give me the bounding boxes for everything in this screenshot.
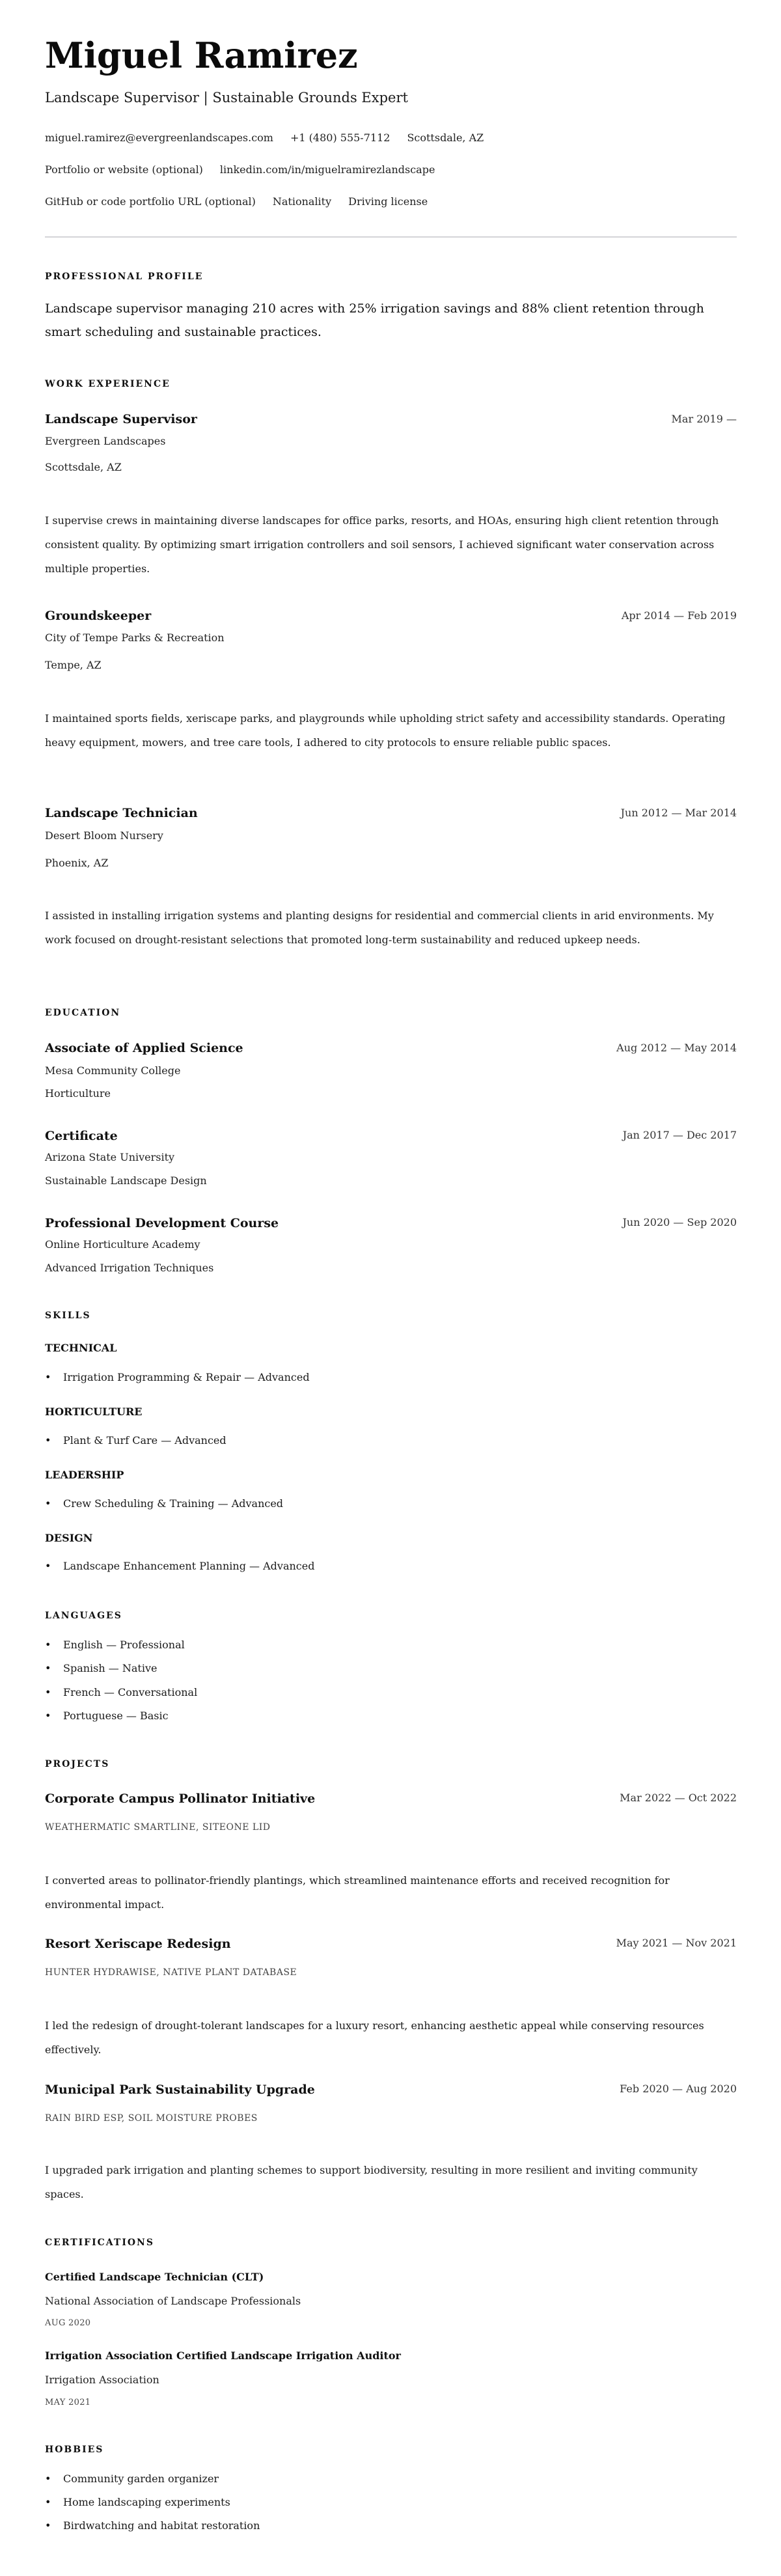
bullet-icon: •	[45, 1560, 51, 1572]
section-title-projects: PROJECTS	[45, 1759, 110, 1769]
job-title: Landscape Supervisor	[45, 412, 197, 426]
contact-location: Scottsdale, AZ	[407, 132, 484, 144]
job-company: City of Tempe Parks & Recreation	[45, 631, 225, 644]
contact-portfolio[interactable]: Portfolio or website (optional)	[45, 163, 203, 176]
contact-linkedin[interactable]: linkedin.com/in/miguelramirezlandscape	[219, 163, 435, 176]
certification-date: AUG 2020	[45, 2318, 91, 2328]
education-dates: Jan 2017 — Dec 2017	[622, 1129, 737, 1141]
bullet-icon: •	[45, 2472, 51, 2485]
job-title: Landscape Technician	[45, 806, 198, 820]
candidate-headline: Landscape Supervisor | Sustainable Grounds Expert	[45, 90, 408, 105]
skill-item: • Irrigation Programming & Repair — Advanced	[45, 1371, 310, 1383]
contact-row-links	[45, 163, 452, 177]
profile-summary: Landscape supervisor managing 210 acres with 25% irrigation savings and 88% client retention through smart scheduling and sustainable practices.	[45, 301, 704, 339]
skill-item: • Plant & Turf Care — Advanced	[45, 1434, 226, 1447]
hobby-item: • Birdwatching and habitat restoration	[45, 2519, 260, 2532]
field-of-study: Sustainable Landscape Design	[45, 1174, 207, 1187]
section-title-experience: WORK EXPERIENCE	[45, 379, 171, 389]
project-tech: WEATHERMATIC SMARTLINE, SITEONE LID	[45, 1822, 271, 1833]
certification-name: Irrigation Association Certified Landscape Irrigation Auditor	[45, 2349, 401, 2362]
degree-title: Certificate	[45, 1129, 118, 1143]
contact-row-primary	[45, 132, 500, 145]
project-name: Resort Xeriscape Redesign	[45, 1937, 231, 1951]
job-company: Evergreen Landscapes	[45, 435, 166, 447]
project-dates: Mar 2022 — Oct 2022	[620, 1792, 737, 1804]
contact-nationality: Nationality	[272, 195, 332, 208]
bullet-icon: •	[45, 1710, 51, 1722]
project-description: I converted areas to pollinator-friendly plantings, which streamlined maintenance efforts and received recognition for environmental impact.	[45, 1874, 670, 1911]
candidate-name: Miguel Ramirez	[45, 35, 358, 76]
contact-email[interactable]: miguel.ramirez@evergreenlandscapes.com	[45, 132, 273, 144]
degree-title: Associate of Applied Science	[45, 1041, 243, 1055]
skill-category: LEADERSHIP	[45, 1469, 124, 1481]
section-title-profile: PROFESSIONAL PROFILE	[45, 271, 204, 282]
school-name: Mesa Community College	[45, 1064, 181, 1077]
job-location: Phoenix, AZ	[45, 857, 109, 869]
certification-name: Certified Landscape Technician (CLT)	[45, 2271, 264, 2283]
section-title-hobbies: HOBBIES	[45, 2444, 104, 2455]
job-description: I assisted in installing irrigation systems and planting designs for residential and commercial clients in arid environments. My work focused on drought-resistant selections that promoted long-term sustainability and reduced upkeep needs.	[45, 909, 714, 946]
contact-driving-license: Driving license	[348, 195, 428, 208]
section-title-skills: SKILLS	[45, 1310, 91, 1321]
degree-title: Professional Development Course	[45, 1216, 279, 1230]
project-tech: RAIN BIRD ESP, SOIL MOISTURE PROBES	[45, 2113, 258, 2124]
education-dates: Aug 2012 — May 2014	[616, 1042, 737, 1054]
bullet-icon: •	[45, 1639, 51, 1651]
job-description: I supervise crews in maintaining diverse landscapes for office parks, resorts, and HOAs, ensuring high client retention through consistent quality. By optimizing smart irrigation controllers and soil sensors, I achieved significant water conservation across multiple properties.	[45, 514, 719, 575]
project-description: I led the redesign of drought-tolerant landscapes for a luxury resort, enhancing aesthetic appeal while conserving resources effectively.	[45, 2019, 704, 2056]
certification-issuer: Irrigation Association	[45, 2374, 159, 2386]
section-title-education: EDUCATION	[45, 1008, 121, 1018]
certification-date: MAY 2021	[45, 2398, 91, 2407]
hobby-item: • Home landscaping experiments	[45, 2496, 230, 2508]
field-of-study: Horticulture	[45, 1087, 111, 1100]
bullet-icon: •	[45, 1497, 51, 1510]
bullet-icon: •	[45, 2496, 51, 2508]
project-dates: May 2021 — Nov 2021	[616, 1937, 737, 1949]
school-name: Arizona State University	[45, 1151, 175, 1163]
project-description: I upgraded park irrigation and planting schemes to support biodiversity, resulting in more resilient and inviting community spaces.	[45, 2164, 698, 2200]
job-title: Groundskeeper	[45, 609, 152, 623]
header-divider	[45, 236, 737, 238]
bullet-icon: •	[45, 1662, 51, 1674]
skill-category: DESIGN	[45, 1532, 93, 1544]
field-of-study: Advanced Irrigation Techniques	[45, 1262, 214, 1274]
education-dates: Jun 2020 — Sep 2020	[622, 1216, 737, 1228]
project-name: Corporate Campus Pollinator Initiative	[45, 1792, 316, 1806]
project-tech: HUNTER HYDRAWISE, NATIVE PLANT DATABASE	[45, 1967, 297, 1978]
job-location: Scottsdale, AZ	[45, 461, 122, 473]
project-dates: Feb 2020 — Aug 2020	[620, 2083, 737, 2095]
section-title-languages: LANGUAGES	[45, 1611, 122, 1621]
contact-github[interactable]: GitHub or code portfolio URL (optional)	[45, 195, 256, 208]
job-location: Tempe, AZ	[45, 659, 102, 671]
job-dates: Jun 2012 — Mar 2014	[620, 807, 737, 819]
contact-row-extra	[45, 195, 445, 209]
bullet-icon: •	[45, 1686, 51, 1698]
contact-phone[interactable]: +1 (480) 555-7112	[290, 132, 390, 144]
job-company: Desert Bloom Nursery	[45, 829, 163, 842]
bullet-icon: •	[45, 1371, 51, 1383]
job-dates: Apr 2014 — Feb 2019	[621, 609, 737, 622]
job-description: I maintained sports fields, xeriscape parks, and playgrounds while upholding strict safety and accessibility standards. Operating heavy equipment, mowers, and tree care tools, I adhered to city protocols to ensure reliable public spaces.	[45, 712, 726, 749]
skill-item: • Crew Scheduling & Training — Advanced	[45, 1497, 284, 1510]
hobby-item: • Community garden organizer	[45, 2472, 219, 2485]
project-name: Municipal Park Sustainability Upgrade	[45, 2083, 315, 2097]
bullet-icon: •	[45, 1434, 51, 1447]
skill-item: • Landscape Enhancement Planning — Advanced	[45, 1560, 315, 1572]
section-title-certifications: CERTIFICATIONS	[45, 2237, 154, 2248]
language-item: • French — Conversational	[45, 1686, 198, 1698]
job-dates: Mar 2019 —	[671, 413, 737, 425]
language-item: • Portuguese — Basic	[45, 1710, 169, 1722]
language-item: • Spanish — Native	[45, 1662, 158, 1674]
school-name: Online Horticulture Academy	[45, 1238, 200, 1251]
certification-issuer: National Association of Landscape Professionals	[45, 2295, 301, 2307]
skill-category: HORTICULTURE	[45, 1406, 143, 1418]
bullet-icon: •	[45, 2519, 51, 2532]
skill-category: TECHNICAL	[45, 1342, 117, 1354]
language-item: • English — Professional	[45, 1639, 185, 1651]
